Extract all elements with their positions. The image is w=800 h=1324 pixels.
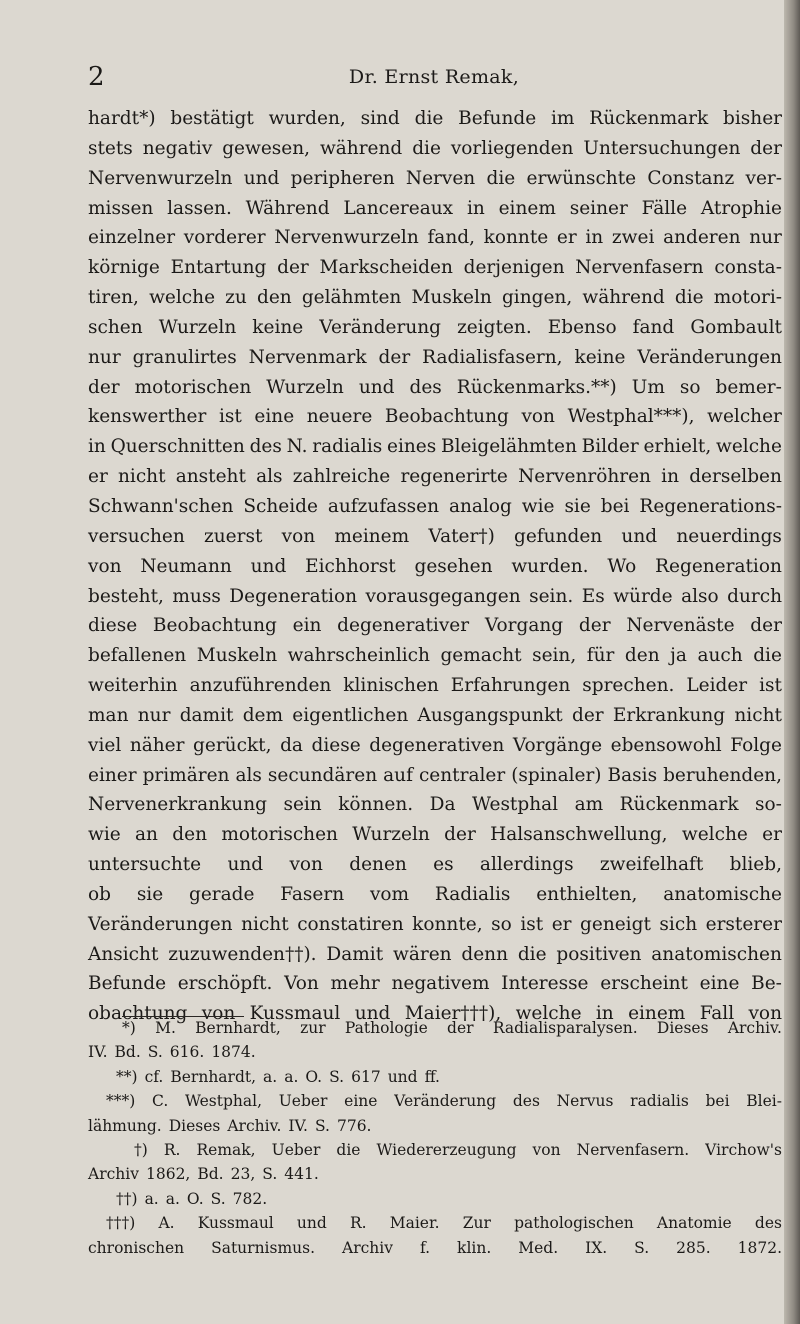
text-line: Schwann'schen Scheide aufzufassen analog wie sie bei Regenerations-	[88, 495, 782, 517]
text-line: man nur damit dem eigentlichen Ausgangspunkt der Erkrankung nicht	[88, 704, 782, 726]
text-line: schen Wurzeln keine Veränderung zeigten. Ebenso fand Gombault	[88, 316, 782, 338]
text-line: tiren, welche zu den gelähmten Muskeln gingen, während die motori-	[88, 287, 782, 309]
footnote-line: lähmung. Dieses Archiv. IV. S. 776.	[88, 1116, 372, 1135]
text-line: versuchen zuerst von meinem Vater†) gefunden und neuerdings	[88, 525, 782, 547]
text-line: in Querschnitten des N. radialis eines Bleigelähmten Bilder erhielt, welche	[88, 436, 782, 458]
text-line: obachtung von Kussmaul und Maier†††), welche in einem Fall von	[88, 1003, 782, 1025]
footnote-line: *) M. Bernhardt, zur Pathologie der Radialisparalysen. Dieses Archiv.	[122, 1019, 782, 1037]
text-line: nur granulirtes Nervenmark der Radialisfasern, keine Veränderungen	[88, 346, 782, 368]
text-line: der motorischen Wurzeln und des Rückenmarks.**) Um so bemer-	[88, 376, 782, 398]
text-line: diese Beobachtung ein degenerativer Vorgang der Nervenäste der	[88, 615, 782, 637]
text-line: einzelner vorderer Nervenwurzeln fand, konnte er in zwei anderen nur	[88, 227, 782, 249]
text-line: körnige Entartung der Markscheiden derjenigen Nervenfasern consta-	[88, 257, 782, 279]
body-text	[88, 104, 782, 1029]
text-line: stets negativ gewesen, während die vorliegenden Untersuchungen der	[88, 137, 782, 159]
text-line: wie an den motorischen Wurzeln der Halsanschwellung, welche er	[88, 824, 782, 846]
footnote-line: †††) A. Kussmaul und R. Maier. Zur pathologischen Anatomie des	[106, 1214, 782, 1233]
text-line: viel näher gerückt, da diese degenerativen Vorgänge ebensowohl Folge	[88, 734, 782, 756]
footnote-line: **) cf. Bernhardt, a. a. O. S. 617 und ff.	[116, 1067, 440, 1086]
page-number: 2	[88, 62, 105, 92]
text-line: Befunde erschöpft. Von mehr negativem Interesse erscheint eine Be-	[88, 973, 782, 995]
text-line: er nicht ansteht als zahlreiche regenerirte Nervenröhren in derselben	[88, 466, 782, 488]
text-line: von Neumann und Eichhorst gesehen wurden. Wo Regeneration	[88, 555, 782, 577]
text-line: Veränderungen nicht constatiren konnte, so ist er geneigt sich ersterer	[88, 913, 782, 935]
footnote-line: chronischen Saturnismus. Archiv f. klin. Med. IX. S. 285. 1872.	[88, 1238, 782, 1257]
text-line: befallenen Muskeln wahrscheinlich gemacht sein, für den ja auch die	[88, 645, 782, 667]
footnote-line: ††) a. a. O. S. 782.	[116, 1189, 268, 1208]
text-line: einer primären als secundären auf centraler (spinaler) Basis beruhenden,	[88, 764, 782, 786]
text-line: ob sie gerade Fasern vom Radialis enthielten, anatomische	[88, 883, 782, 905]
text-line: hardt*) bestätigt wurden, sind die Befunde im Rückenmark bisher	[88, 108, 782, 129]
text-line: missen lassen. Während Lancereaux in einem seiner Fälle Atrophie	[88, 197, 782, 219]
footnote-line: ***) C. Westphal, Ueber eine Veränderung des Nervus radialis bei Blei-	[106, 1092, 782, 1111]
text-line: untersuchte und von denen es allerdings zweifelhaft blieb,	[88, 854, 782, 876]
text-line: Nervenerkrankung sein können. Da Westphal am Rückenmark so-	[88, 794, 782, 816]
text-line: Nervenwurzeln und peripheren Nerven die erwünschte Constanz ver-	[88, 167, 782, 189]
text-line: weiterhin anzuführenden klinischen Erfahrungen sprechen. Leider ist	[88, 675, 782, 697]
footnotes	[88, 1016, 782, 1260]
page-edge	[784, 0, 800, 1324]
text-line: kenswerther ist eine neuere Beobachtung von Westphal***), welcher	[88, 406, 782, 428]
text-line: besteht, muss Degeneration vorausgegangen sein. Es würde also durch	[88, 585, 782, 607]
footnote-line: Archiv 1862, Bd. 23, S. 441.	[88, 1165, 319, 1184]
footnote-line: †) R. Remak, Ueber die Wiedererzeugung von Nervenfasern. Virchow's	[134, 1140, 782, 1159]
page-header	[88, 60, 780, 94]
running-head: Dr. Ernst Remak,	[348, 66, 520, 88]
text-line: Ansicht zuzuwenden††). Damit wären denn die positiven anatomischen	[88, 943, 782, 965]
footnote-line: IV. Bd. S. 616. 1874.	[88, 1043, 256, 1062]
